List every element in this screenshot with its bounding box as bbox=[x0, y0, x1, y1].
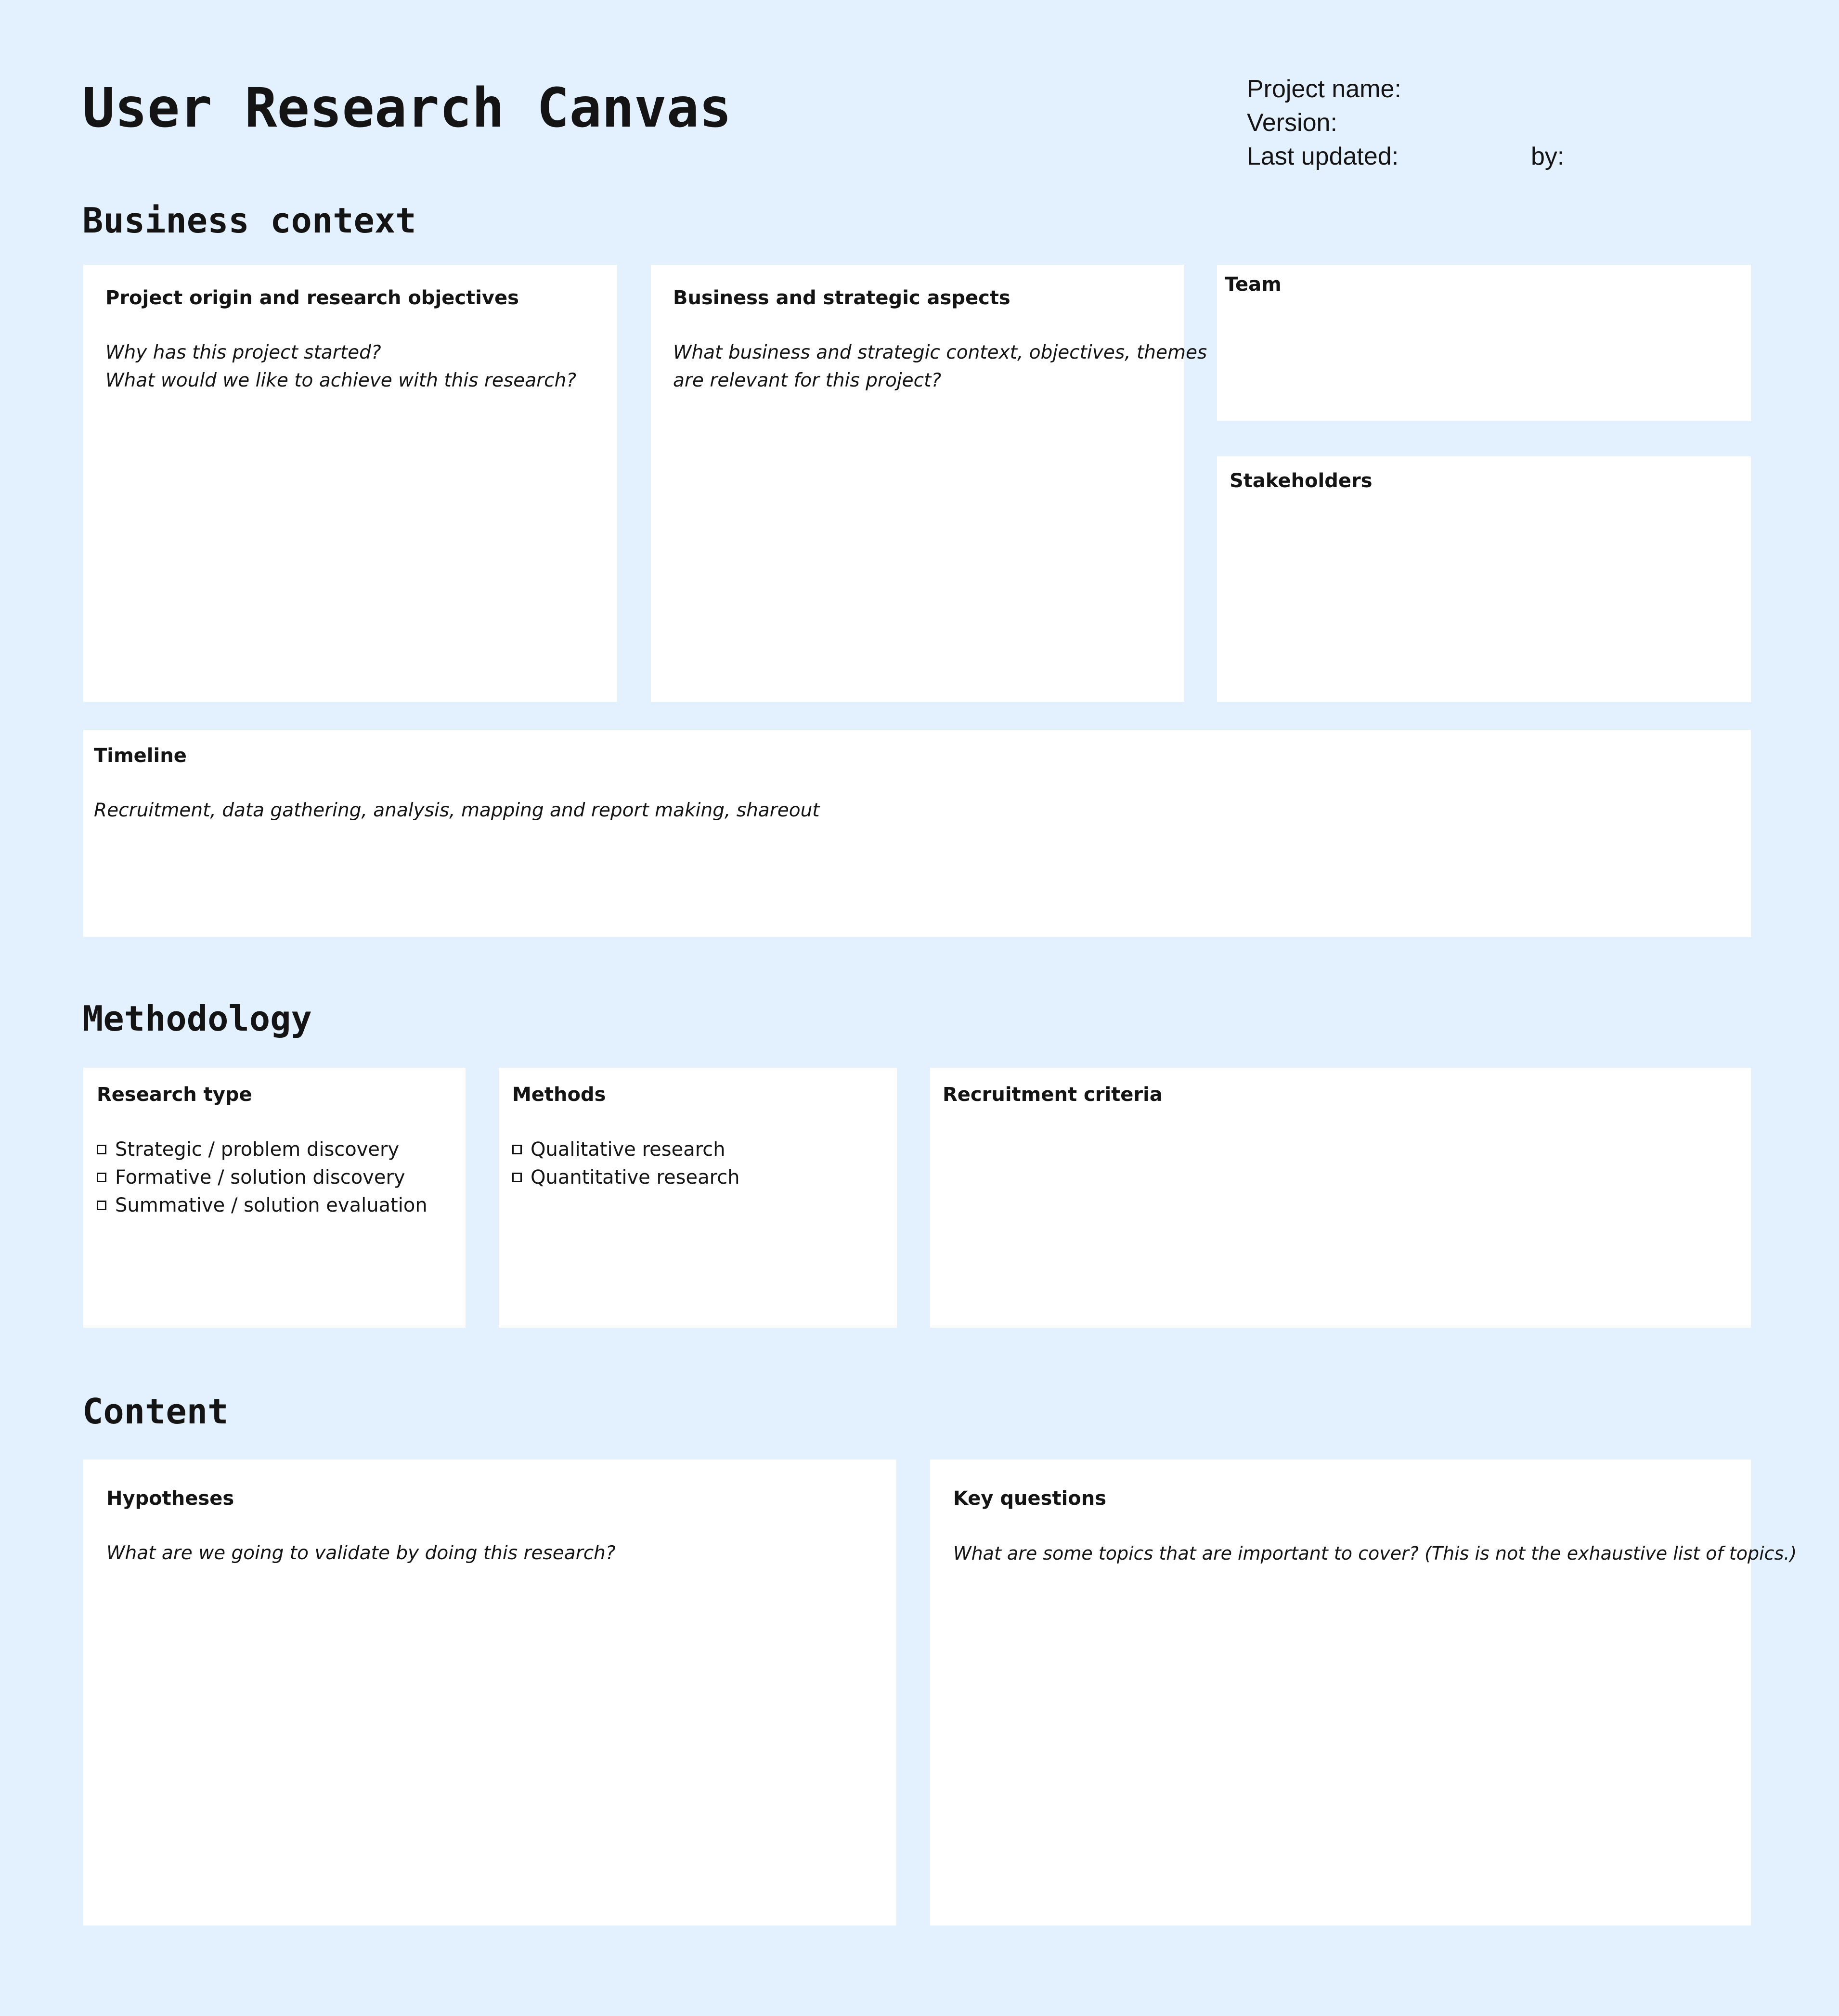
card-description bbox=[94, 797, 1740, 825]
checklist-item-label: Summative / solution evaluation bbox=[115, 1194, 427, 1216]
card-team[interactable] bbox=[1217, 265, 1751, 421]
card-business-strategic[interactable] bbox=[651, 265, 1207, 702]
card-title: Key questions bbox=[953, 1487, 1107, 1510]
description-line: are relevant for this project? bbox=[673, 370, 942, 391]
card-methods[interactable] bbox=[499, 1068, 897, 1328]
checkbox-icon[interactable] bbox=[512, 1173, 522, 1182]
checklist-item[interactable] bbox=[97, 1136, 452, 1163]
card-title: Team bbox=[1225, 273, 1282, 296]
card-description bbox=[673, 339, 1207, 395]
last-updated-label: Last updated: bbox=[1247, 142, 1399, 170]
checklist-item[interactable] bbox=[512, 1136, 883, 1163]
project-meta bbox=[1247, 72, 1565, 173]
card-description bbox=[105, 339, 595, 395]
section-heading-content: Content bbox=[82, 1391, 229, 1432]
card-project-origin[interactable] bbox=[83, 265, 617, 702]
checkbox-icon[interactable] bbox=[97, 1201, 106, 1210]
card-title: Project origin and research objectives bbox=[105, 287, 519, 309]
checklist-item[interactable] bbox=[97, 1191, 452, 1219]
card-description bbox=[106, 1539, 873, 1567]
description-line: What business and strategic context, objectives, themes bbox=[673, 342, 1207, 363]
description-line: Recruitment, data gathering, analysis, mapping and report making, shareout bbox=[94, 800, 820, 821]
card-key-questions[interactable] bbox=[930, 1460, 1797, 1926]
section-heading-methodology: Methodology bbox=[82, 998, 312, 1039]
project-name-label: Project name: bbox=[1247, 75, 1401, 103]
version-label: Version: bbox=[1247, 109, 1337, 137]
checkbox-icon[interactable] bbox=[512, 1145, 522, 1154]
description-line: What are we going to validate by doing this research? bbox=[106, 1542, 616, 1564]
card-title: Research type bbox=[97, 1084, 252, 1106]
card-hypotheses[interactable] bbox=[83, 1460, 896, 1926]
card-title: Recruitment criteria bbox=[943, 1084, 1163, 1106]
checklist-item-label: Strategic / problem discovery bbox=[115, 1138, 400, 1161]
card-title: Methods bbox=[512, 1084, 606, 1106]
card-research-type[interactable] bbox=[83, 1068, 466, 1328]
section-heading-business-context: Business context bbox=[82, 200, 416, 241]
description-line: What would we like to achieve with this research? bbox=[105, 370, 577, 391]
card-timeline[interactable] bbox=[83, 730, 1751, 937]
updated-by-label: by: bbox=[1531, 142, 1565, 170]
methods-checklist bbox=[512, 1136, 883, 1191]
checkbox-icon[interactable] bbox=[97, 1145, 106, 1154]
card-stakeholders[interactable] bbox=[1217, 456, 1751, 702]
checklist-item[interactable] bbox=[512, 1163, 883, 1191]
page-title: User Research Canvas bbox=[82, 77, 732, 140]
checklist-item[interactable] bbox=[97, 1163, 452, 1191]
card-title: Hypotheses bbox=[106, 1487, 234, 1510]
checklist-item-label: Quantitative research bbox=[531, 1166, 740, 1189]
checklist-item-label: Formative / solution discovery bbox=[115, 1166, 405, 1189]
card-description bbox=[953, 1539, 1797, 1567]
checklist-item-label: Qualitative research bbox=[531, 1138, 725, 1161]
card-recruitment-criteria[interactable] bbox=[930, 1068, 1751, 1328]
description-line: What are some topics that are important to cover? (This is not the exhaustive list of topics.) bbox=[953, 1543, 1797, 1564]
card-title: Stakeholders bbox=[1230, 470, 1373, 492]
checkbox-icon[interactable] bbox=[97, 1173, 106, 1182]
research-type-checklist bbox=[97, 1136, 452, 1219]
description-line: Why has this project started? bbox=[105, 342, 381, 363]
card-title: Business and strategic aspects bbox=[673, 287, 1010, 309]
card-title: Timeline bbox=[94, 745, 187, 767]
